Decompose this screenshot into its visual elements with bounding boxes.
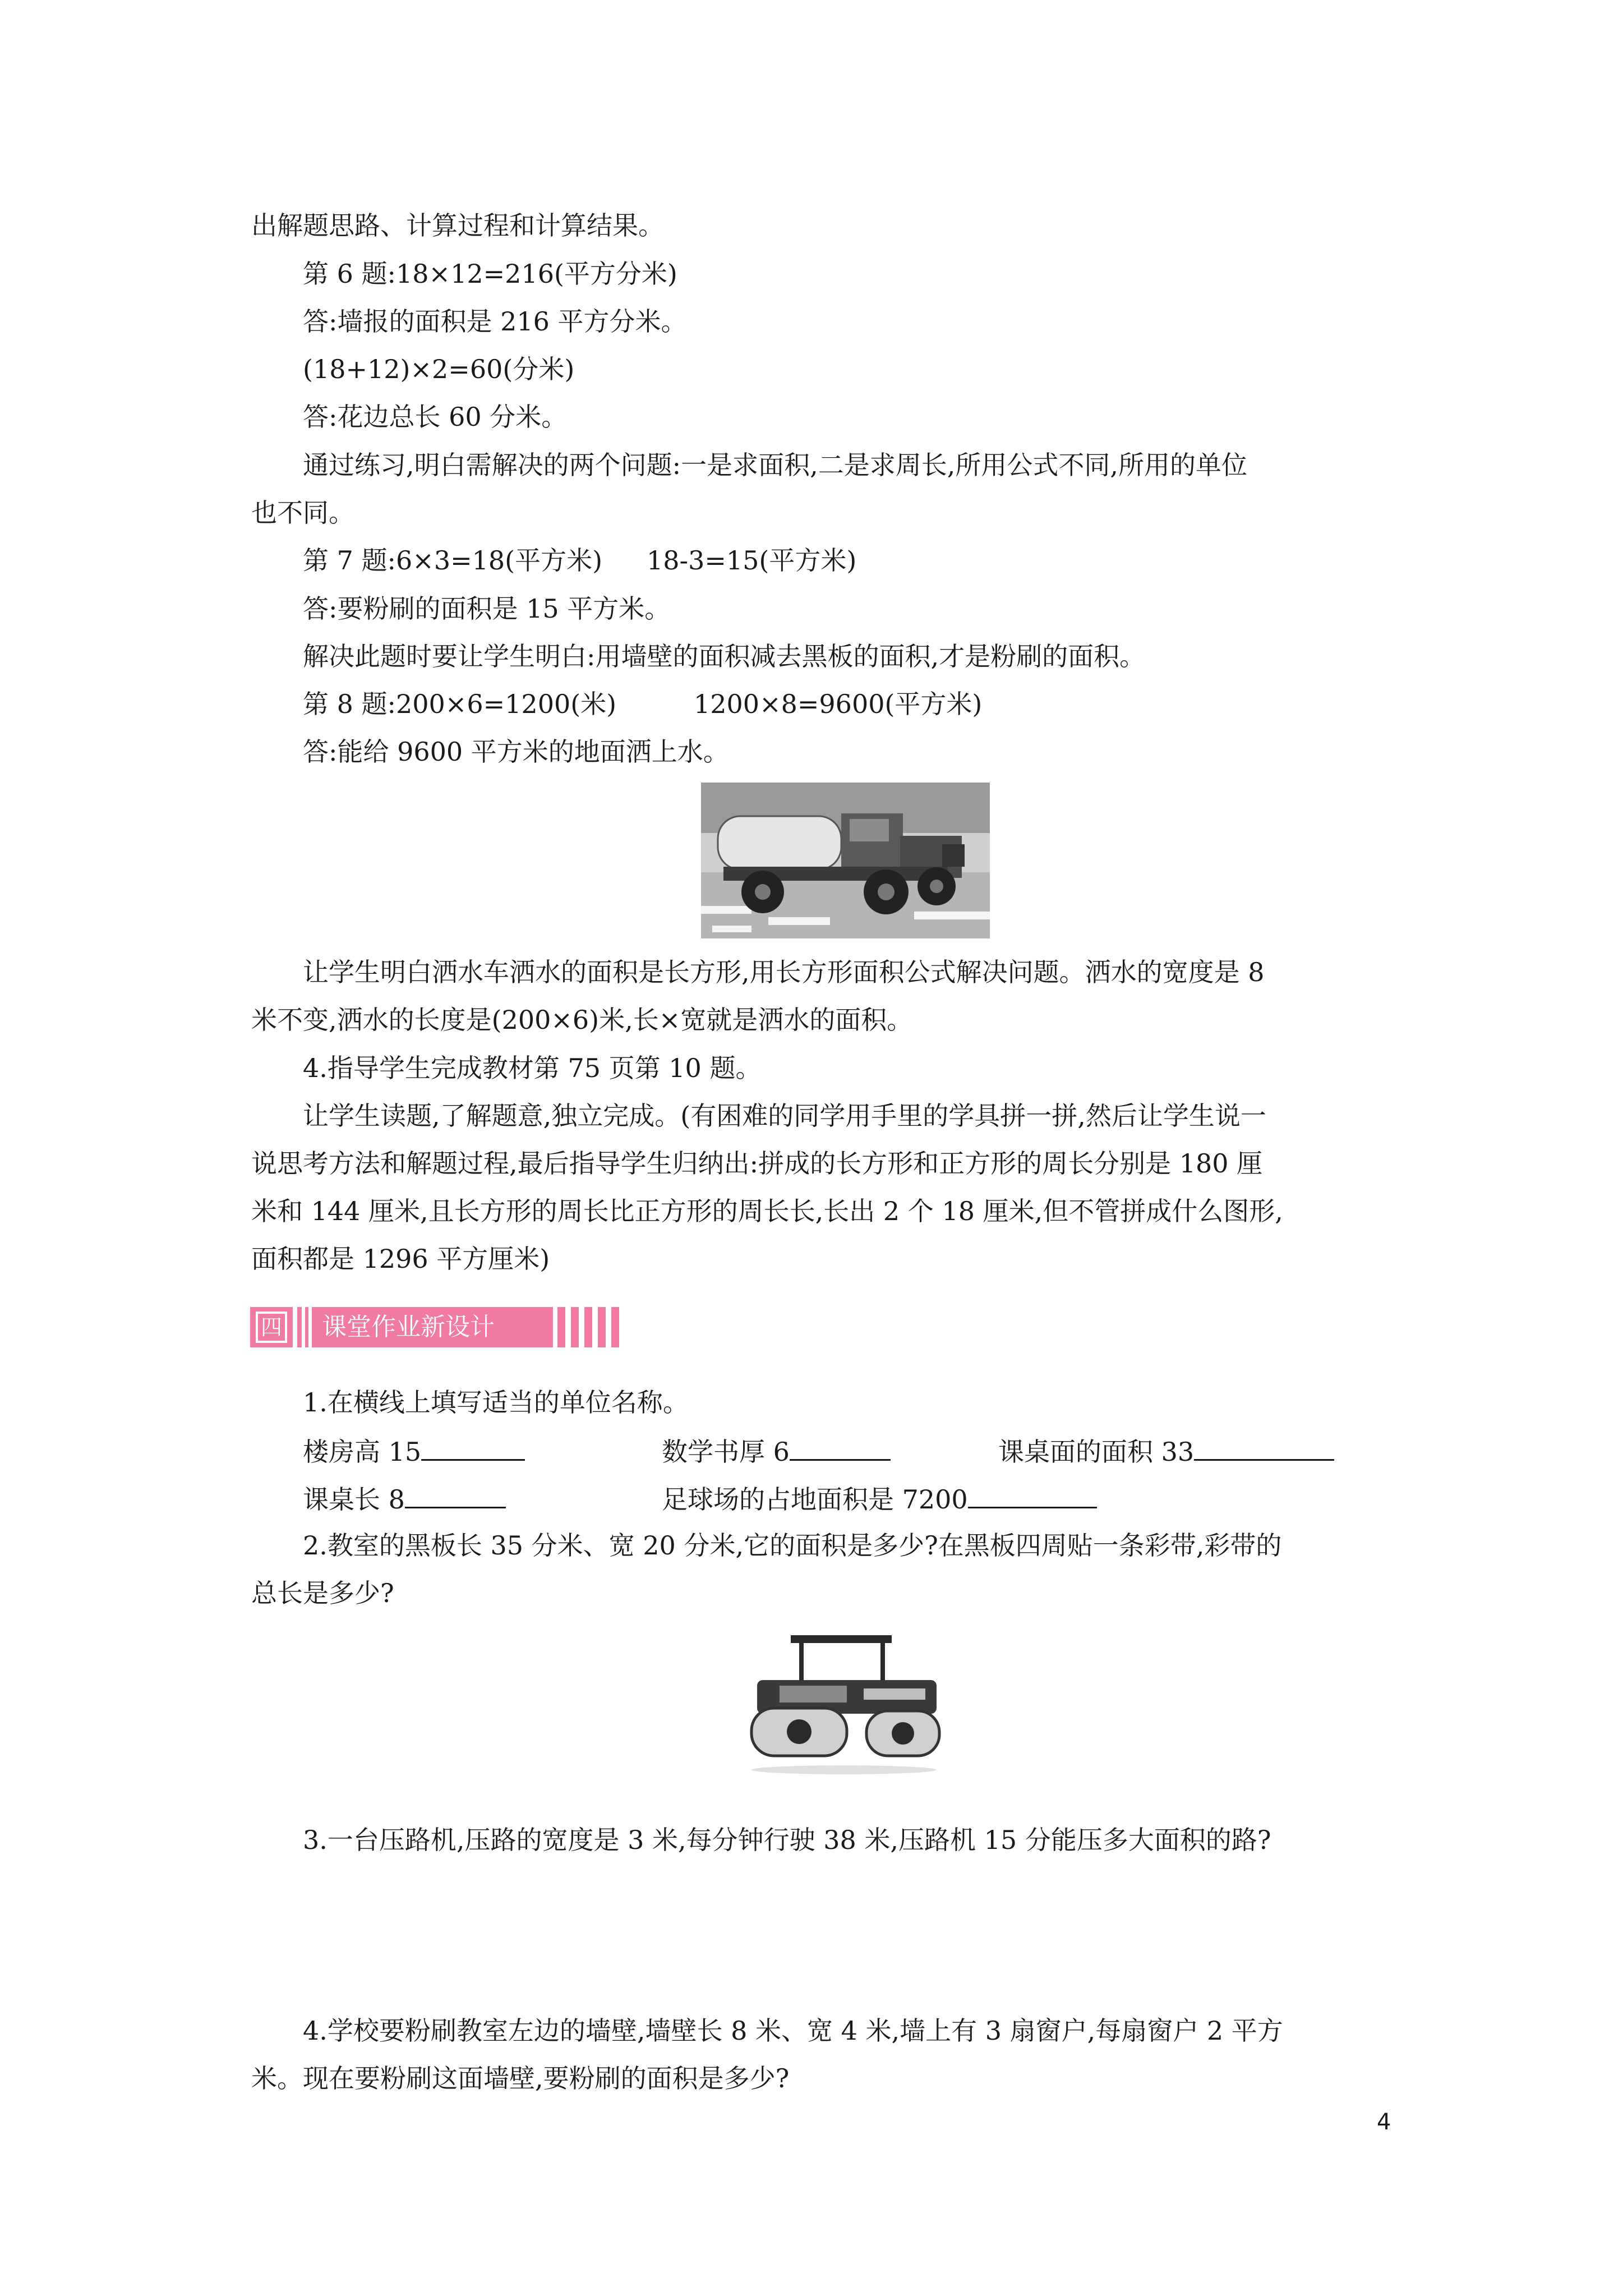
page-number: 4 [1377,2109,1391,2135]
banner-stripe [598,1307,606,1347]
answer-blank[interactable] [405,1481,506,1508]
section-number: 四 [256,1312,287,1343]
section-number-box [250,1307,293,1347]
answer-blank[interactable] [790,1433,891,1461]
banner-stripe [571,1307,579,1347]
text-line: 4.指导学生完成教材第 75 页第 10 题。 [303,1053,762,1083]
section-title: 课堂作业新设计 [312,1307,553,1347]
banner-stripe [305,1307,308,1347]
text-line: 通过练习,明白需解决的两个问题:一是求面积,二是求周长,所用公式不同,所用的单位 [303,450,1247,480]
question-1: 1.在横线上填写适当的单位名称。 [303,1387,689,1418]
text-line: 答:花边总长 60 分米。 [303,402,568,432]
text-line: 第 7 题:6×3=18(平方米) [303,545,603,576]
text-line: (18+12)×2=60(分米) [303,354,575,384]
fill-label: 足球场的占地面积是 7200 [662,1484,968,1515]
answer-blank[interactable] [968,1481,1097,1508]
text-line: 让学生读题,了解题意,独立完成。(有困难的同学用手里的学具拼一拼,然后让学生说一 [303,1101,1266,1131]
text-line: 答:要粉刷的面积是 15 平方米。 [303,593,671,624]
fill-item [662,1433,891,1469]
fill-label: 数学书厚 6 [662,1437,790,1467]
question-2-cont: 总长是多少? [251,1578,394,1608]
fill-label: 课桌面的面积 33 [998,1437,1195,1467]
text-line: 解决此题时要让学生明白:用墙壁的面积减去黑板的面积,才是粉刷的面积。 [303,641,1146,671]
text-line: 答:墙报的面积是 216 平方分米。 [303,306,687,337]
question-4: 4.学校要粉刷教室左边的墙壁,墙壁长 8 米、宽 4 米,墙上有 3 扇窗户,每扇窗户 2 平方 [303,2016,1283,2046]
water-truck-image [701,783,990,938]
fill-item [303,1481,506,1516]
road-roller-image [746,1635,942,1775]
text-line: 第 8 题:200×6=1200(米) [303,689,617,719]
text-line: 米和 144 厘米,且长方形的周长比正方形的周长长,长出 2 个 18 厘米,但不管拼成什么图形, [251,1196,1283,1226]
question-3: 3.一台压路机,压路的宽度是 3 米,每分钟行驶 38 米,压路机 15 分能压多大面积的路? [303,1825,1271,1855]
answer-blank[interactable] [1194,1433,1334,1461]
text-line: 1200×8=9600(平方米) [694,689,983,719]
text-line: 让学生明白洒水车洒水的面积是长方形,用长方形面积公式解决问题。洒水的宽度是 8 [303,957,1265,987]
banner-stripe [584,1307,592,1347]
question-2: 2.教室的黑板长 35 分米、宽 20 分米,它的面积是多少?在黑板四周贴一条彩带,彩带的 [303,1530,1282,1561]
fill-item [303,1433,525,1469]
text-line: 18-3=15(平方米) [647,545,857,576]
answer-blank[interactable] [421,1433,525,1461]
fill-label: 课桌长 8 [303,1484,405,1515]
text-line: 米不变,洒水的长度是(200×6)米,长×宽就是洒水的面积。 [251,1005,913,1035]
banner-stripe [557,1307,565,1347]
text-line: 第 6 题:18×12=216(平方分米) [303,259,677,289]
banner-stripe [297,1307,302,1347]
text-line: 出解题思路、计算过程和计算结果。 [251,210,664,241]
question-4-cont: 米。现在要粉刷这面墙壁,要粉刷的面积是多少? [251,2063,790,2093]
text-line: 也不同。 [251,498,354,528]
text-line: 答:能给 9600 平方米的地面洒上水。 [303,737,729,767]
text-line: 说思考方法和解题过程,最后指导学生归纳出:拼成的长方形和正方形的周长分别是 180 厘 [251,1148,1263,1179]
fill-item [662,1481,1097,1516]
fill-item [998,1433,1334,1469]
fill-label: 楼房高 15 [303,1437,422,1467]
section-banner [250,1307,624,1347]
banner-stripe [611,1307,619,1347]
text-line: 面积都是 1296 平方厘米) [251,1244,550,1274]
